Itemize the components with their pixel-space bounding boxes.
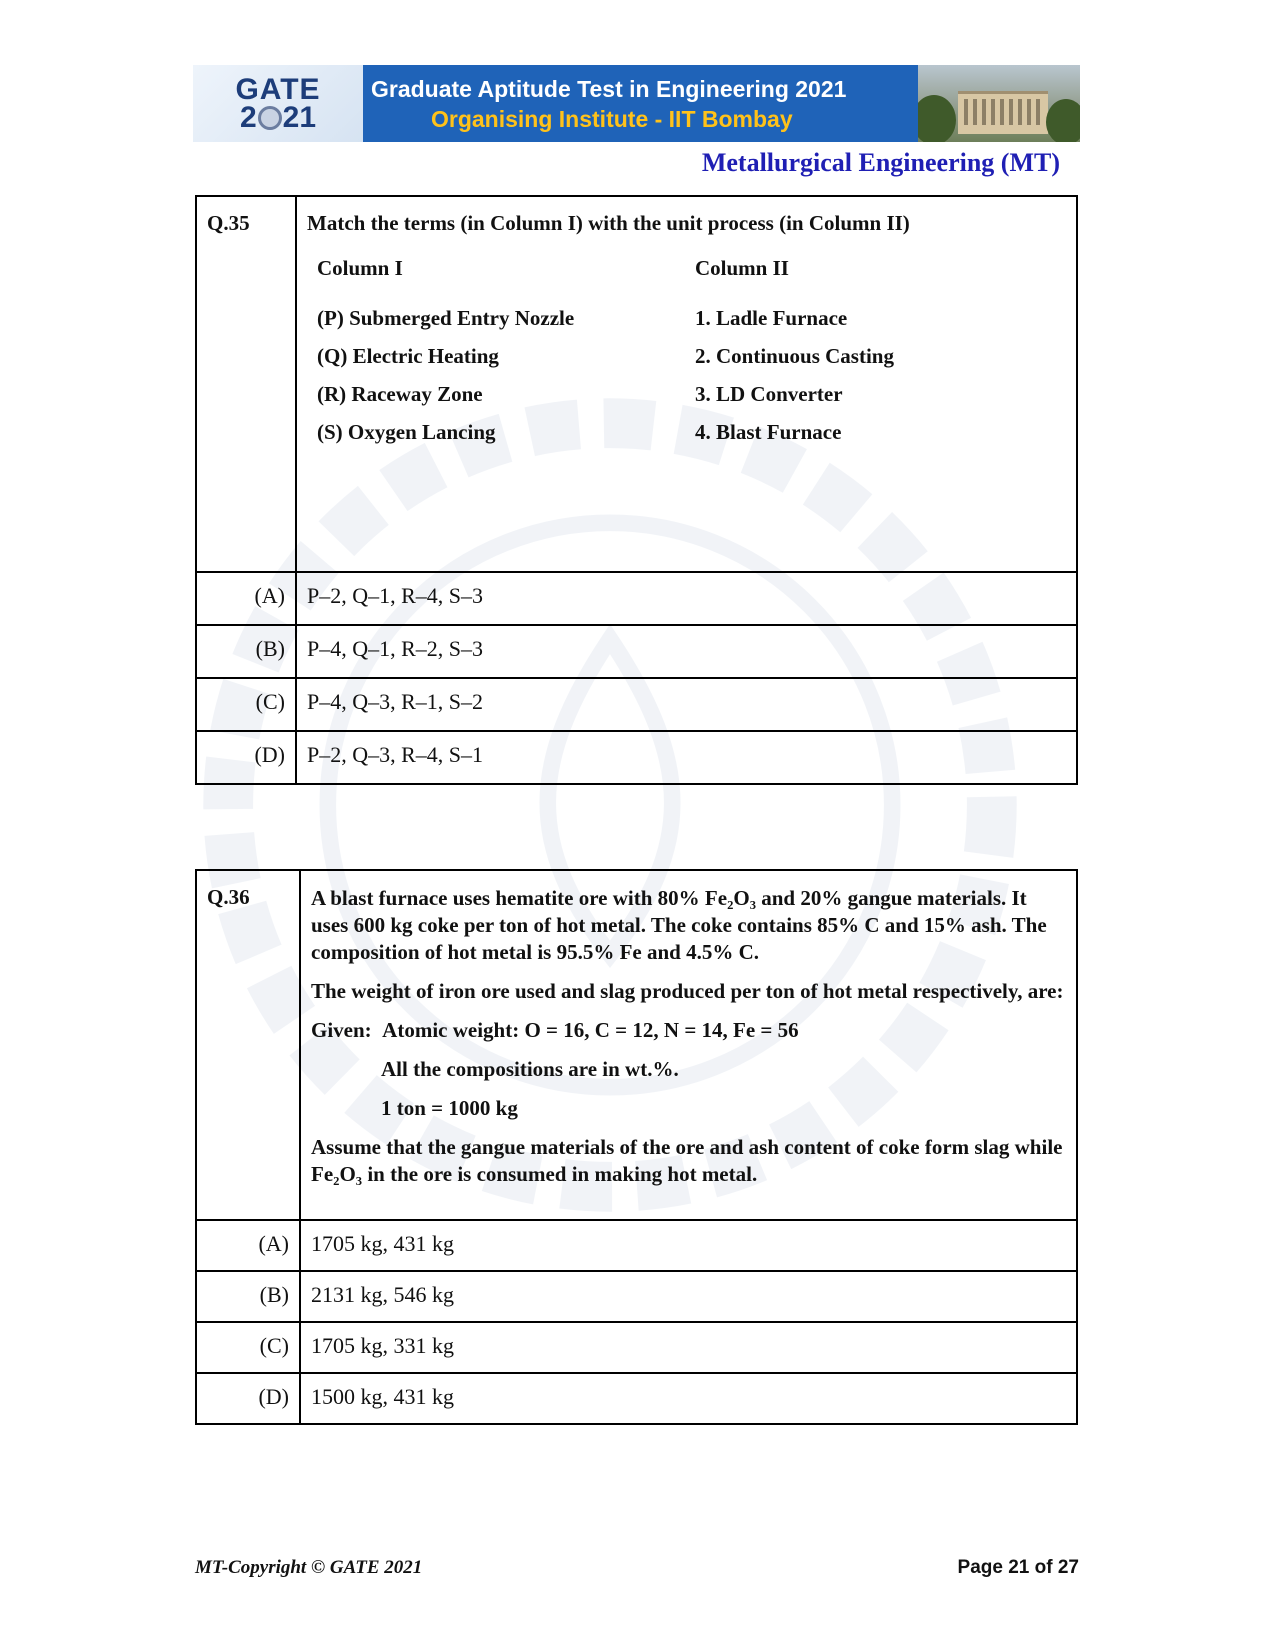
option-row[interactable] xyxy=(196,1373,1077,1424)
question-35-table xyxy=(195,195,1078,785)
option-text: 1705 kg, 431 kg xyxy=(300,1220,1077,1271)
option-text: 1500 kg, 431 kg xyxy=(300,1373,1077,1424)
tree-icon xyxy=(1046,99,1080,142)
iit-seal-icon xyxy=(258,106,282,130)
given-data xyxy=(311,1017,1066,1044)
option-letter: (B) xyxy=(196,625,296,678)
header-banner xyxy=(193,65,1080,142)
column-2-item: 1. Ladle Furnace xyxy=(695,306,848,330)
given-label: Given: xyxy=(311,1018,372,1042)
given-ton: 1 ton = 1000 kg xyxy=(381,1096,518,1120)
question-36-stem xyxy=(300,870,1077,1220)
column-2-item: 2. Continuous Casting xyxy=(695,344,894,368)
column-2-item: 3. LD Converter xyxy=(695,382,843,406)
building-windows xyxy=(964,99,1042,125)
question-text: Match the terms (in Column I) with the unit process (in Column II) xyxy=(307,211,910,235)
logo-year-right: 21 xyxy=(282,100,317,134)
question-35-stem xyxy=(296,196,1077,572)
option-letter: (B) xyxy=(196,1271,300,1322)
question-number: Q.36 xyxy=(196,870,300,1220)
tree-icon xyxy=(918,95,956,142)
option-text: P–2, Q–3, R–4, S–1 xyxy=(296,731,1077,784)
match-columns xyxy=(317,256,1066,445)
question-35-stem-row xyxy=(196,196,1077,572)
option-text: P–2, Q–1, R–4, S–3 xyxy=(296,572,1077,625)
banner-title-line2: Organising Institute - IIT Bombay xyxy=(431,105,793,132)
option-letter: (C) xyxy=(196,678,296,731)
option-row[interactable] xyxy=(196,625,1077,678)
logo-year xyxy=(239,100,317,134)
question-36-table xyxy=(195,869,1078,1425)
logo-gate-text: GATE xyxy=(235,72,321,106)
subject-title: Metallurgical Engineering (MT) xyxy=(701,148,1060,177)
option-letter: (A) xyxy=(196,572,296,625)
option-row[interactable] xyxy=(196,1322,1077,1373)
gate-logo xyxy=(193,65,363,142)
question-paragraph: Assume that the gangue materials of the ore and ash content of coke form slag while Fe₂O₃ in the ore is consumed in making hot metal. xyxy=(311,1135,1063,1186)
column-1-item: (R) Raceway Zone xyxy=(317,382,483,406)
banner-title xyxy=(363,65,918,142)
question-number: Q.35 xyxy=(196,196,296,572)
option-letter: (C) xyxy=(196,1322,300,1373)
option-row[interactable] xyxy=(196,678,1077,731)
option-letter: (D) xyxy=(196,1373,300,1424)
question-paragraph: A blast furnace uses hematite ore with 80% Fe₂O₃ and 20% gangue materials. It uses 600 kg coke per ton of hot metal. The coke contains 85% C and 15% ash. The composition of hot metal is 95.5% Fe and 4.5% C. xyxy=(311,886,1047,964)
banner-title-line1: Graduate Aptitude Test in Engineering 2021 xyxy=(371,75,847,102)
option-letter: (A) xyxy=(196,1220,300,1271)
given-atomic-weights: Atomic weight: O = 16, C = 12, N = 14, Fe = 56 xyxy=(382,1018,799,1042)
column-1-header: Column I xyxy=(317,256,403,280)
column-2-item: 4. Blast Furnace xyxy=(695,420,842,444)
option-text: P–4, Q–3, R–1, S–2 xyxy=(296,678,1077,731)
option-row[interactable] xyxy=(196,731,1077,784)
question-36-stem-row xyxy=(196,870,1077,1220)
option-row[interactable] xyxy=(196,1271,1077,1322)
given-compositions: All the compositions are in wt.%. xyxy=(381,1057,679,1081)
option-text: 2131 kg, 546 kg xyxy=(300,1271,1077,1322)
option-text: P–4, Q–1, R–2, S–3 xyxy=(296,625,1077,678)
option-letter: (D) xyxy=(196,731,296,784)
question-paragraph: The weight of iron ore used and slag produced per ton of hot metal respectively, are: xyxy=(311,979,1064,1003)
option-row[interactable] xyxy=(196,572,1077,625)
footer-copyright: MT-Copyright © GATE 2021 xyxy=(195,1557,423,1578)
option-row[interactable] xyxy=(196,1220,1077,1271)
column-1-item: (S) Oxygen Lancing xyxy=(317,420,496,444)
column-1-item: (Q) Electric Heating xyxy=(317,344,499,368)
column-2-header: Column II xyxy=(695,256,789,280)
footer-page-number: Page 21 of 27 xyxy=(957,1557,1079,1578)
logo-year-left: 2 xyxy=(239,100,257,134)
option-text: 1705 kg, 331 kg xyxy=(300,1322,1077,1373)
column-1-item: (P) Submerged Entry Nozzle xyxy=(317,306,575,330)
campus-building-photo xyxy=(918,65,1080,142)
